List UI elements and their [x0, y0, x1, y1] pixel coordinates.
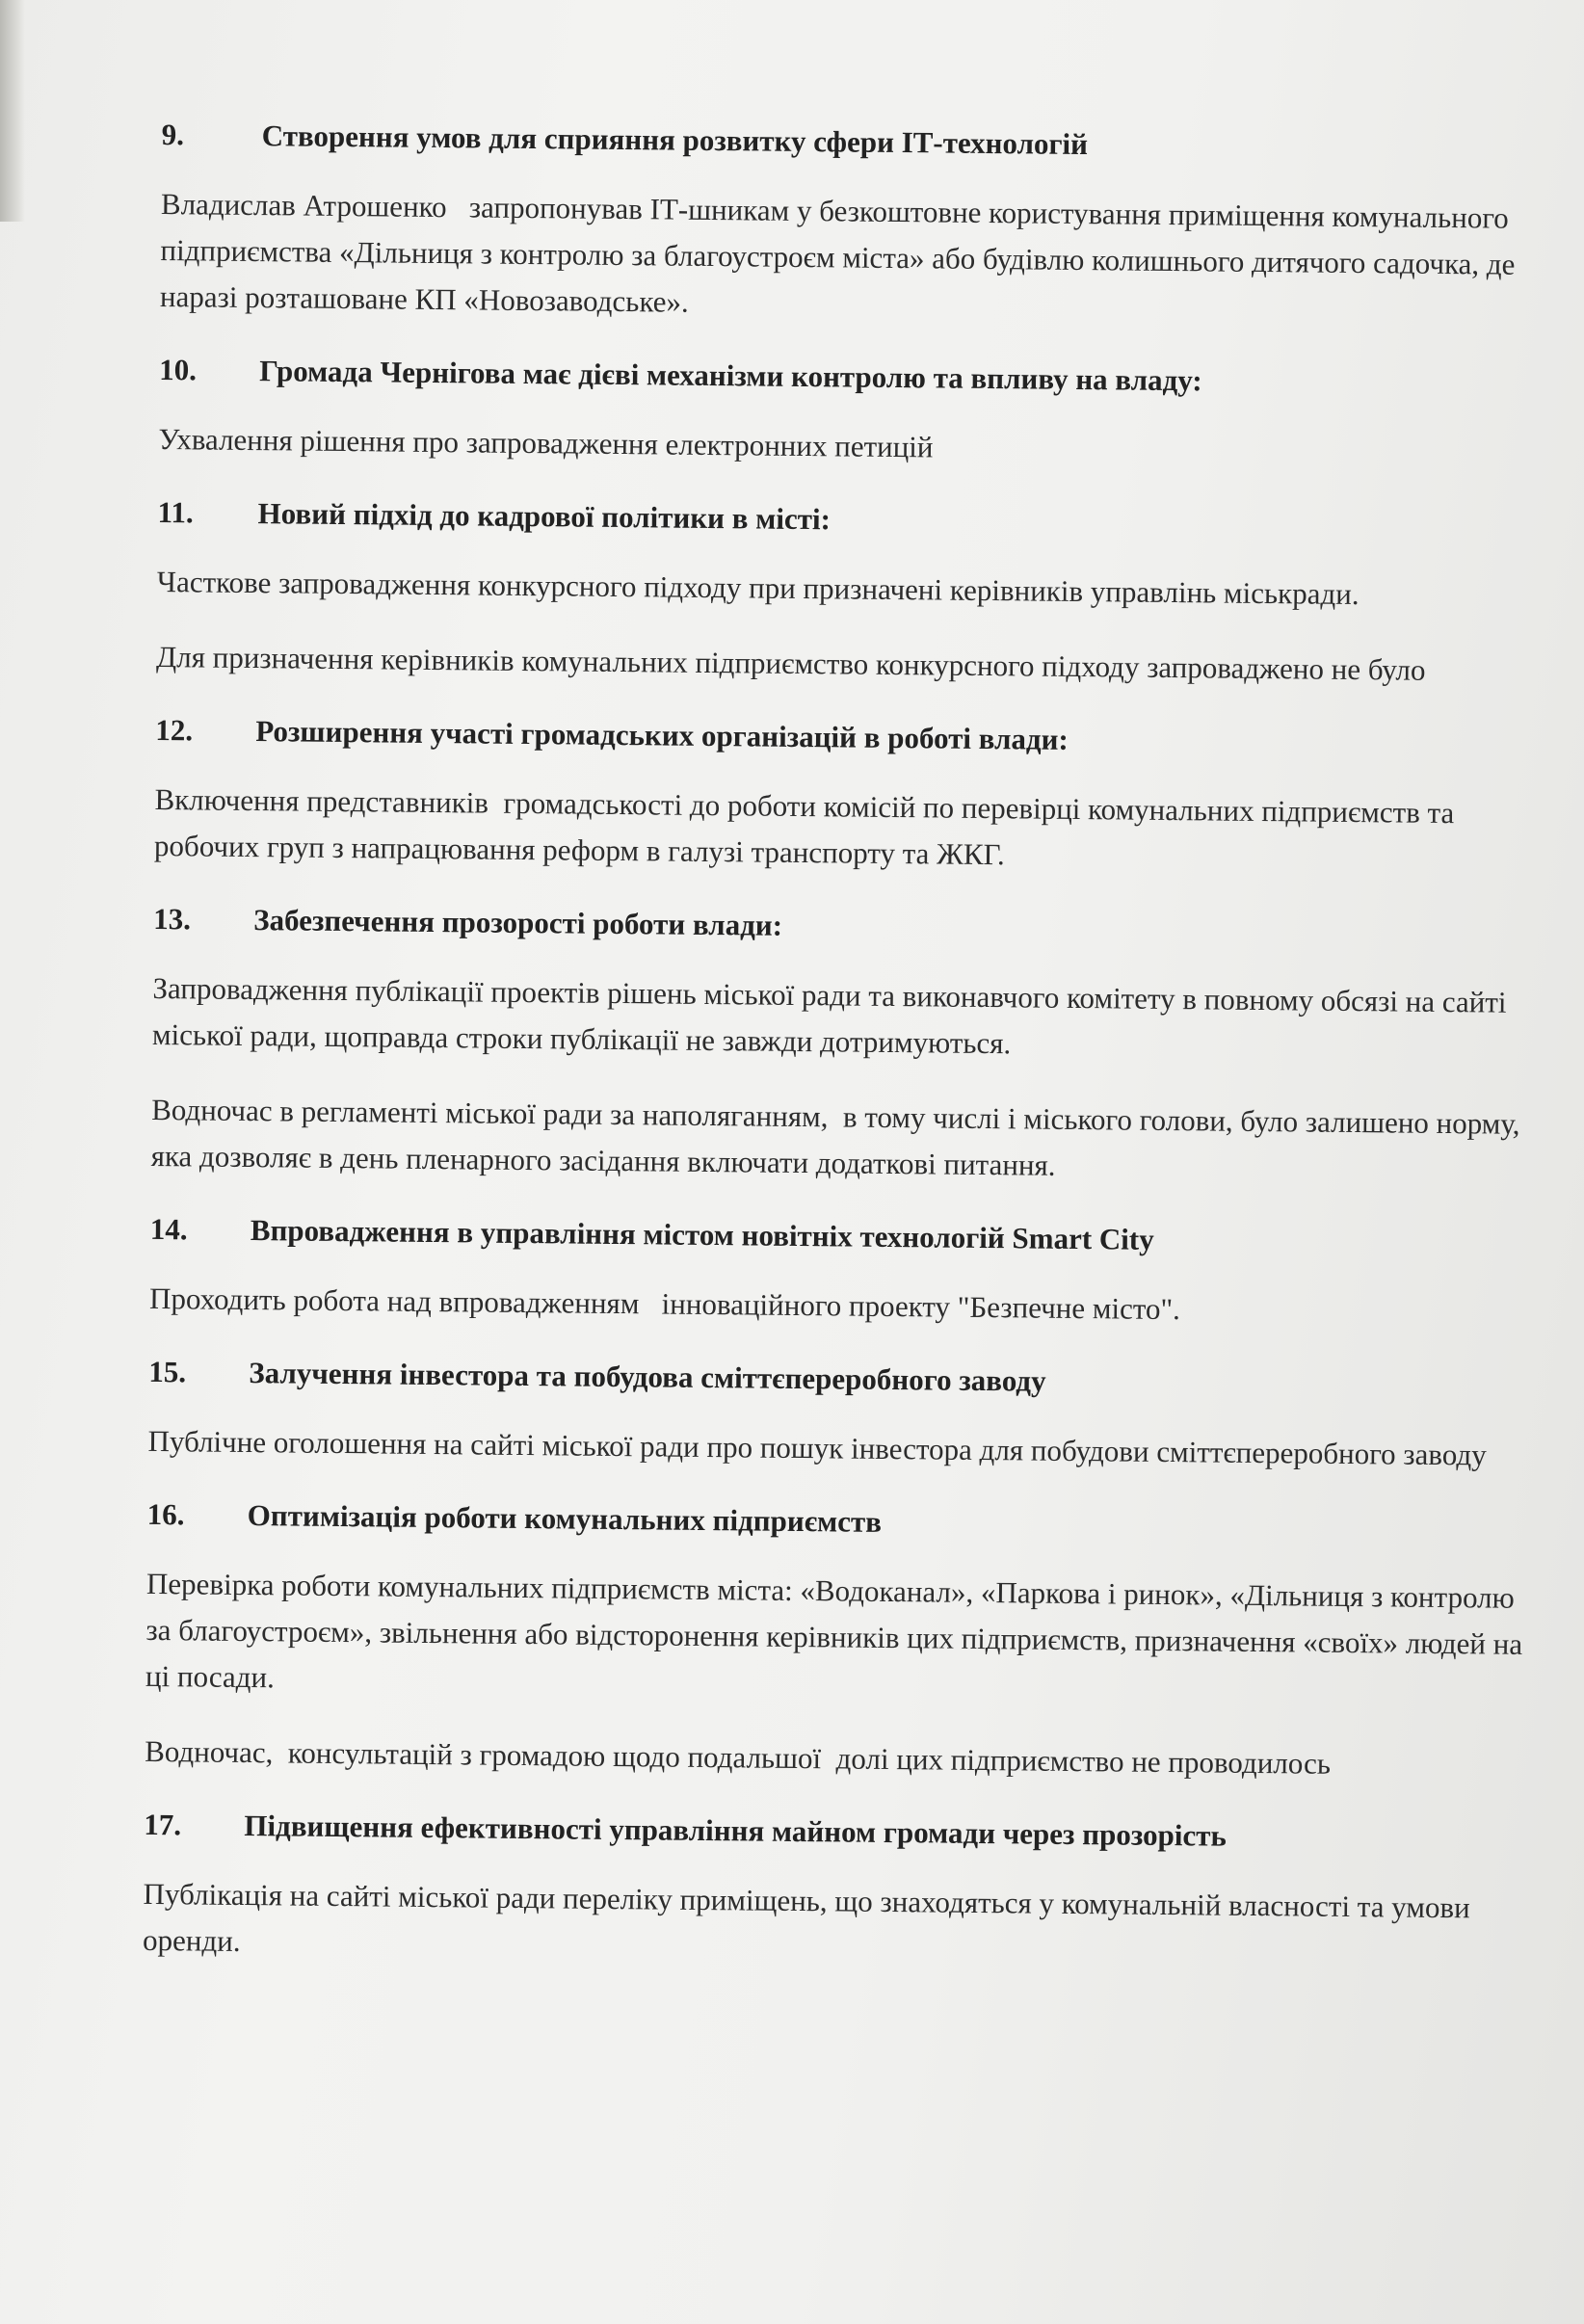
page-edge [0, 0, 25, 222]
list-item [147, 1351, 1526, 1479]
list-item [149, 1208, 1528, 1336]
item-title: Громада Чернігова має дієві механізми контролю та впливу на владу: [259, 354, 1202, 398]
item-heading [147, 1493, 1525, 1550]
item-number: 10. [159, 352, 198, 387]
item-paragraph: Включення представників громадськості до роботи комісій по перевірці комунальних підприємств та робочих груп з напрацювання реформ в галузі транспорту та ЖКГ. [153, 781, 1463, 872]
item-number: 14. [149, 1211, 188, 1247]
item-paragraph: Проходить робота над впровадженням інноваційного проекту "Безпечне місто". [148, 1281, 1181, 1327]
item-heading [148, 1351, 1526, 1408]
list-item [160, 114, 1540, 334]
item-number: 13. [153, 901, 192, 937]
item-title: Забезпечення прозорості роботи влади: [253, 903, 783, 942]
item-title: Залучення інвестора та побудова сміттєпереробного заводу [249, 1356, 1046, 1398]
item-paragraph: Публікація на сайті міської ради переліку приміщень, що знаходяться у комунальній власності та умови оренди. [142, 1876, 1478, 1958]
item-heading [150, 1208, 1528, 1265]
item-paragraph: Публічне оголошення на сайті міської ради про пошук інвестора для побудови сміттєпереробного заводу [147, 1423, 1487, 1472]
item-heading [162, 114, 1540, 171]
item-title: Новий підхід до кадрової політики в місті: [257, 496, 832, 537]
list-item [156, 491, 1536, 695]
item-heading [144, 1804, 1521, 1861]
item-paragraph: Часткове запровадження конкурсного підходу при призначені керівників управлінь міськради. [156, 564, 1360, 612]
item-paragraph: Перевірка роботи комунальних підприємств міста: «Водоканал», «Паркова і ринок», «Дільниця з контролю за благоустроєм», звільнення або відсторонення керівників цих підприємств, призначення «своїх» людей на ці посади. [145, 1566, 1531, 1695]
item-number: 16. [146, 1496, 185, 1532]
list-item [145, 1493, 1531, 1789]
list-item [143, 1804, 1522, 1978]
item-number: 9. [161, 117, 185, 152]
item-heading [159, 349, 1537, 406]
item-paragraph: Водночас, консультацій з громадою щодо подальшої долі цих підприємство не проводилось [145, 1733, 1332, 1781]
item-paragraph: Водночас в регламенті міської ради за наполяганням, в тому числі і міського голови, було залишено норму, яка дозволяє в день пленарного засідання включати додаткові питання. [150, 1092, 1528, 1182]
list-item [158, 349, 1537, 477]
item-title: Створення умов для сприяння розвитку сфери ІТ-технологій [261, 119, 1089, 162]
item-heading [155, 709, 1533, 766]
item-number: 11. [157, 494, 194, 530]
item-title: Підвищення ефективності управління майном громади через прозорість [244, 1808, 1228, 1853]
item-paragraph: Запровадження публікації проектів рішень міської ради та виконавчого комітету в повному обсязі на сайті міської ради, щоправда строки публікації не завжди дотримуються. [151, 970, 1515, 1061]
item-number: 12. [155, 712, 194, 748]
item-title: Впровадження в управління містом новітніх технологій Smart City [250, 1213, 1154, 1256]
item-number: 15. [148, 1354, 187, 1389]
item-heading [153, 898, 1531, 955]
list-item [154, 709, 1534, 884]
item-paragraph: Владислав Атрошенко запропонував ІТ-шникам у безкоштовне користування приміщення комунального підприємства «Дільниця з контролю за благоустроєм міста» або будівлю колишнього дитячого садочка, де наразі розташоване КП «Новозаводське». [159, 186, 1523, 319]
list-item [150, 898, 1531, 1194]
item-number: 17. [144, 1807, 182, 1842]
item-title: Розширення участі громадських організацій в роботі влади: [255, 714, 1069, 756]
item-heading [157, 491, 1535, 548]
item-paragraph: Для призначення керівників комунальних підприємство конкурсного підходу запроваджено не було [155, 639, 1426, 687]
item-title: Оптимізація роботи комунальних підприємств [247, 1498, 883, 1539]
item-paragraph: Ухвалення рішення про запровадження електронних петицій [158, 421, 934, 464]
document-body [143, 114, 1540, 2007]
